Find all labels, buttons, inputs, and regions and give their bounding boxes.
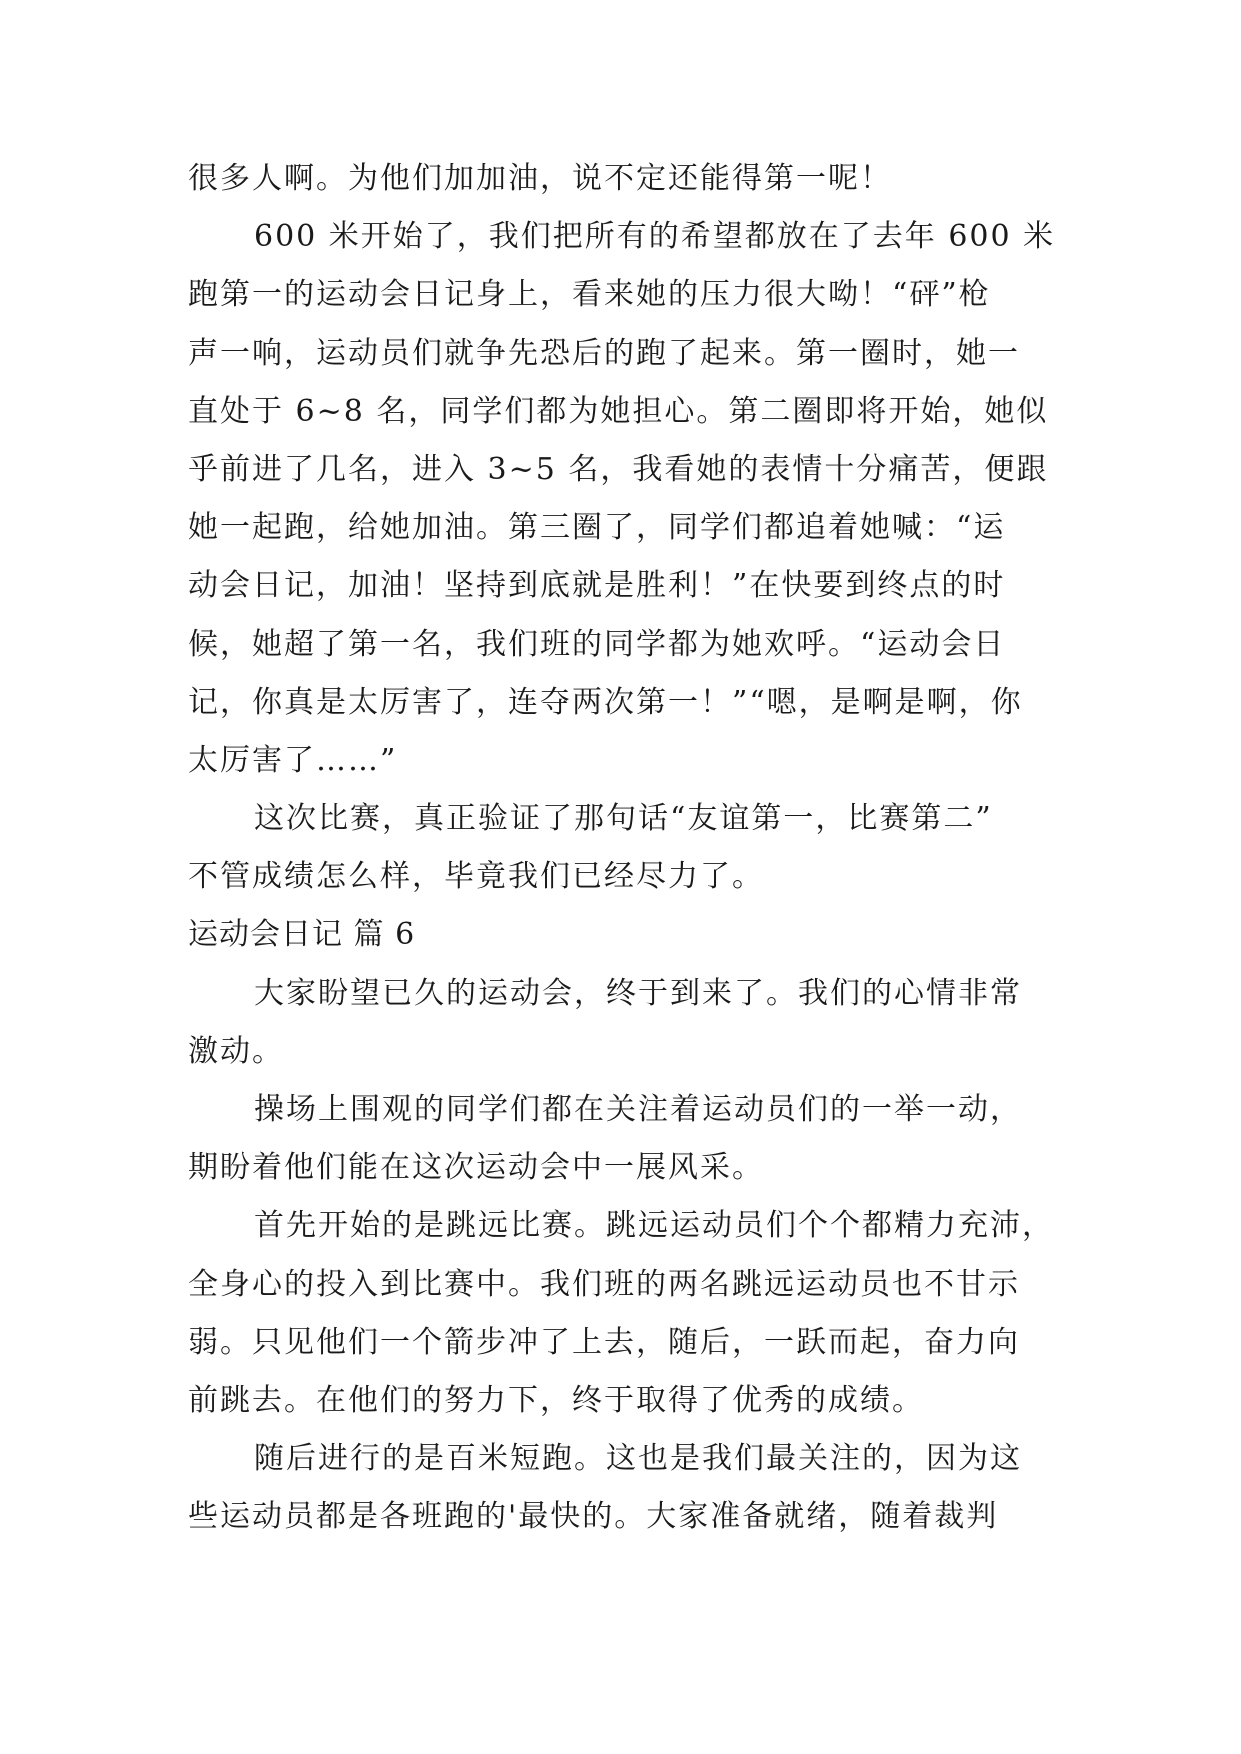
text-line: 大家盼望已久的运动会，终于到来了。我们的心情非常 xyxy=(254,975,1022,1011)
text-line: 期盼着他们能在这次运动会中一展风采。 xyxy=(188,1150,764,1186)
text-line: 600 米开始了，我们把所有的希望都放在了去年 600 米 xyxy=(254,219,1056,255)
text-line: 不管成绩怎么样，毕竟我们已经尽力了。 xyxy=(188,859,764,895)
text-line: 首先开始的是跳远比赛。跳远运动员们个个都精力充沛， xyxy=(254,1208,1054,1244)
text-line: 动会日记，加油！坚持到底就是胜利！”在快要到终点的时 xyxy=(188,568,1006,604)
text-line: 很多人啊。为他们加加油，说不定还能得第一呢！ xyxy=(188,161,892,196)
text-line: 激动。 xyxy=(188,1033,284,1069)
text-line: 直处于 6~8 名，同学们都为她担心。第二圈即将开始，她似 xyxy=(188,393,1049,429)
text-line: 随后进行的是百米短跑。这也是我们最关注的，因为这 xyxy=(254,1441,1022,1477)
text-line: 跑第一的运动会日记身上，看来她的压力很大呦！“砰”枪 xyxy=(188,277,991,313)
text-line: 她一起跑，给她加油。第三圈了，同学们都追着她喊：“运 xyxy=(188,510,1006,546)
text-line: 操场上围观的同学们都在关注着运动员们的一举一动， xyxy=(254,1092,1022,1127)
text-line: 这次比赛，真正验证了那句话“友谊第一，比赛第二” xyxy=(254,801,993,837)
document-body xyxy=(188,150,1058,1547)
text-line: 太厉害了……” xyxy=(188,742,398,778)
section-heading: 运动会日记 篇 6 xyxy=(188,917,416,953)
text-line: 些运动员都是各班跑的'最快的。大家准备就绪，随着裁判 xyxy=(188,1499,999,1535)
text-line: 候，她超了第一名，我们班的同学都为她欢呼。“运动会日 xyxy=(188,626,1006,662)
text-line: 乎前进了几名，进入 3~5 名，我看她的表情十分痛苦，便跟 xyxy=(188,451,1049,487)
text-line: 前跳去。在他们的努力下，终于取得了优秀的成绩。 xyxy=(188,1382,924,1418)
text-line: 弱。只见他们一个箭步冲了上去，随后，一跃而起，奋力向 xyxy=(188,1324,1020,1360)
text-line: 声一响，运动员们就争先恐后的跑了起来。第一圈时，她一 xyxy=(188,335,1020,371)
text-line: 记，你真是太厉害了，连夺两次第一！”“嗯，是啊是啊，你 xyxy=(188,684,1023,720)
text-line: 全身心的投入到比赛中。我们班的两名跳远运动员也不甘示 xyxy=(188,1266,1020,1302)
